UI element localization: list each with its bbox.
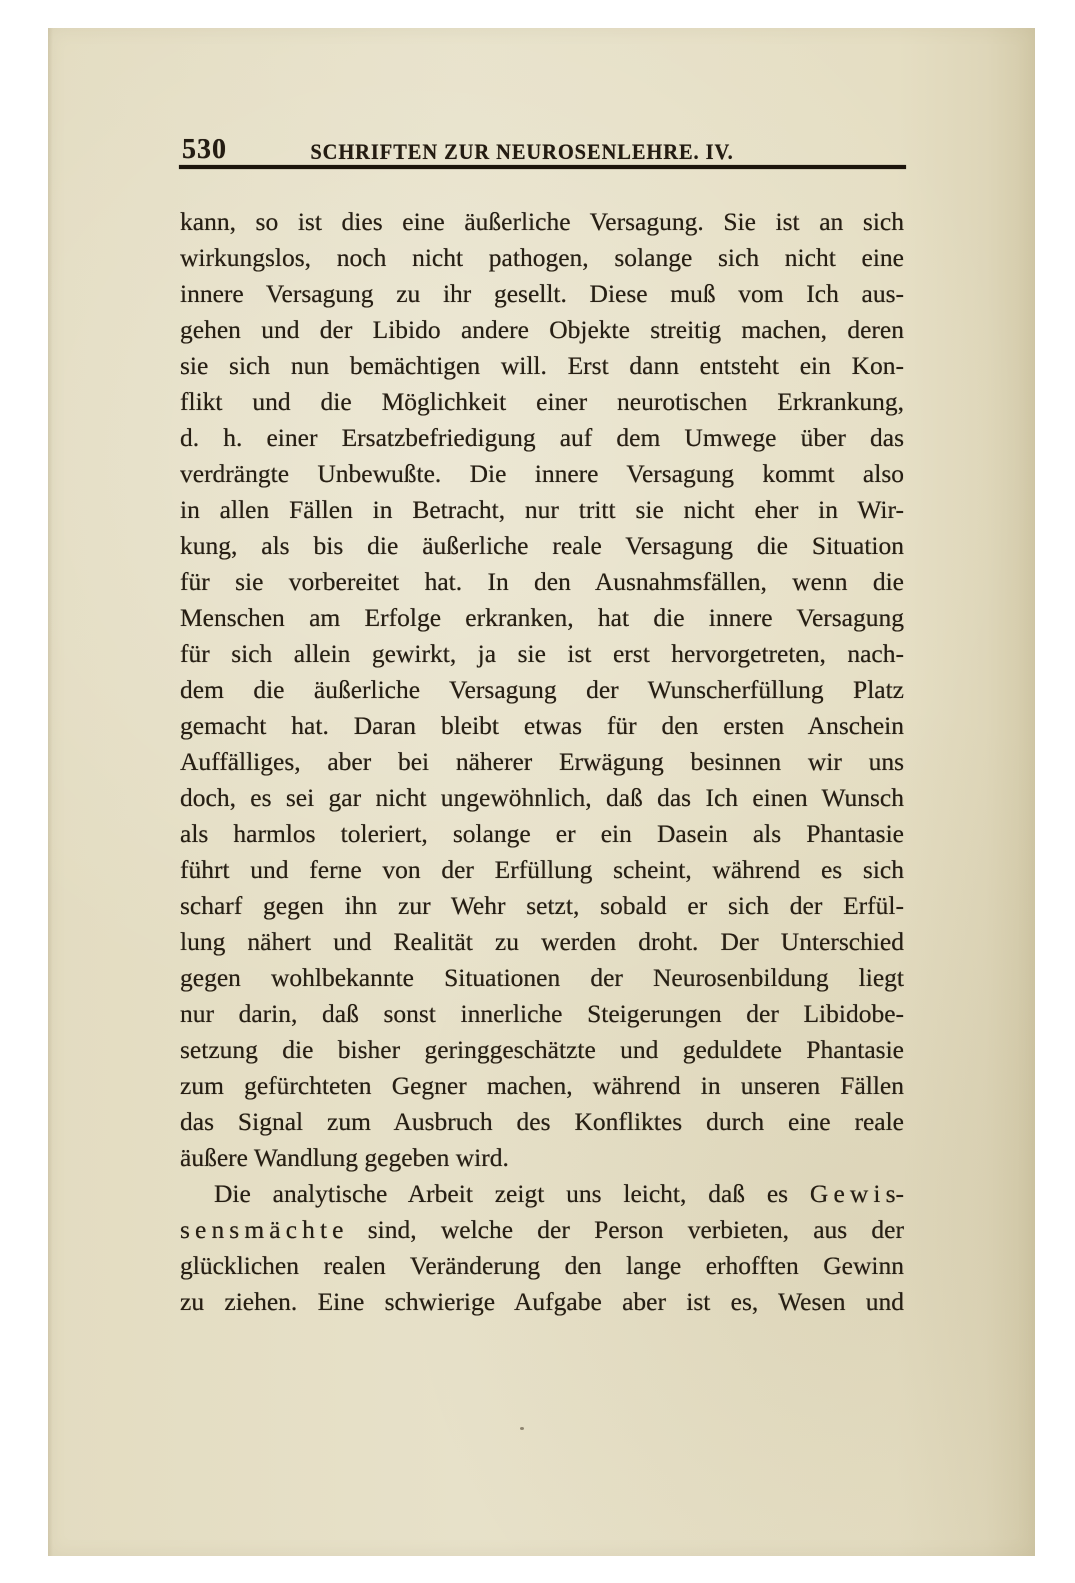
text-line: s e n s m ä c h t e sind, welche der Person verbieten, aus der [180, 1215, 904, 1244]
text-line: verdrängte Unbewußte. Die innere Versagung kommt also [180, 459, 904, 488]
book-page [48, 28, 1035, 1556]
text-line: gegen wohlbekannte Situationen der Neurosenbildung liegt [180, 963, 904, 992]
body-text [180, 204, 904, 1320]
text-line: sie sich nun bemächtigen will. Erst dann entsteht ein Kon- [180, 351, 904, 380]
text-line: scharf gegen ihn zur Wehr setzt, sobald er sich der Erfül- [180, 891, 904, 920]
text-line: wirkungslos, noch nicht pathogen, solange sich nicht eine [180, 243, 904, 272]
header-rule [179, 165, 906, 169]
text-line: doch, es sei gar nicht ungewöhnlich, daß das Ich einen Wunsch [180, 783, 904, 812]
text-line: flikt und die Möglichkeit einer neurotischen Erkrankung, [180, 387, 904, 416]
text-line: für sie vorbereitet hat. In den Ausnahmsfällen, wenn die [180, 567, 904, 596]
text-line: lung nähert und Realität zu werden droht. Der Unterschied [180, 927, 904, 956]
text-line: Die analytische Arbeit zeigt uns leicht, daß es G e w i s- [214, 1179, 904, 1208]
text-line: Auffälliges, aber bei näherer Erwägung besinnen wir uns [180, 747, 904, 776]
running-title: SCHRIFTEN ZUR NEUROSENLEHRE. IV. [310, 139, 734, 164]
text-line: in allen Fällen in Betracht, nur tritt sie nicht eher in Wir- [180, 495, 904, 524]
text-line: das Signal zum Ausbruch des Konfliktes durch eine reale [180, 1107, 904, 1136]
text-line: Menschen am Erfolge erkranken, hat die innere Versagung [180, 603, 904, 632]
text-line: setzung die bisher geringgeschätzte und geduldete Phantasie [180, 1035, 904, 1064]
text-line: zum gefürchteten Gegner machen, während in unseren Fällen [180, 1071, 904, 1100]
text-line: kann, so ist dies eine äußerliche Versagung. Sie ist an sich [180, 207, 904, 236]
text-line: kung, als bis die äußerliche reale Versagung die Situation [180, 531, 904, 560]
text-line: äußere Wandlung gegeben wird. [180, 1143, 509, 1172]
text-line: für sich allein gewirkt, ja sie ist erst hervorgetreten, nach- [180, 639, 904, 668]
text-line: d. h. einer Ersatzbefriedigung auf dem Umwege über das [180, 423, 904, 452]
text-line: gehen und der Libido andere Objekte streitig machen, deren [180, 315, 904, 344]
text-line: führt und ferne von der Erfüllung scheint, während es sich [180, 855, 904, 884]
text-line: glücklichen realen Veränderung den lange erhofften Gewinn [180, 1251, 904, 1280]
text-line: gemacht hat. Daran bleibt etwas für den ersten Anschein [180, 711, 904, 740]
text-line: zu ziehen. Eine schwierige Aufgabe aber ist es, Wesen und [180, 1287, 904, 1316]
page-number: 530 [182, 134, 227, 165]
text-line: dem die äußerliche Versagung der Wunscherfüllung Platz [180, 675, 904, 704]
page-header [180, 130, 904, 166]
text-line: nur darin, daß sonst innerliche Steigerungen der Libidobe- [180, 999, 904, 1028]
text-line: innere Versagung zu ihr gesellt. Diese muß vom Ich aus- [180, 279, 904, 308]
text-line: als harmlos toleriert, solange er ein Dasein als Phantasie [180, 819, 904, 848]
